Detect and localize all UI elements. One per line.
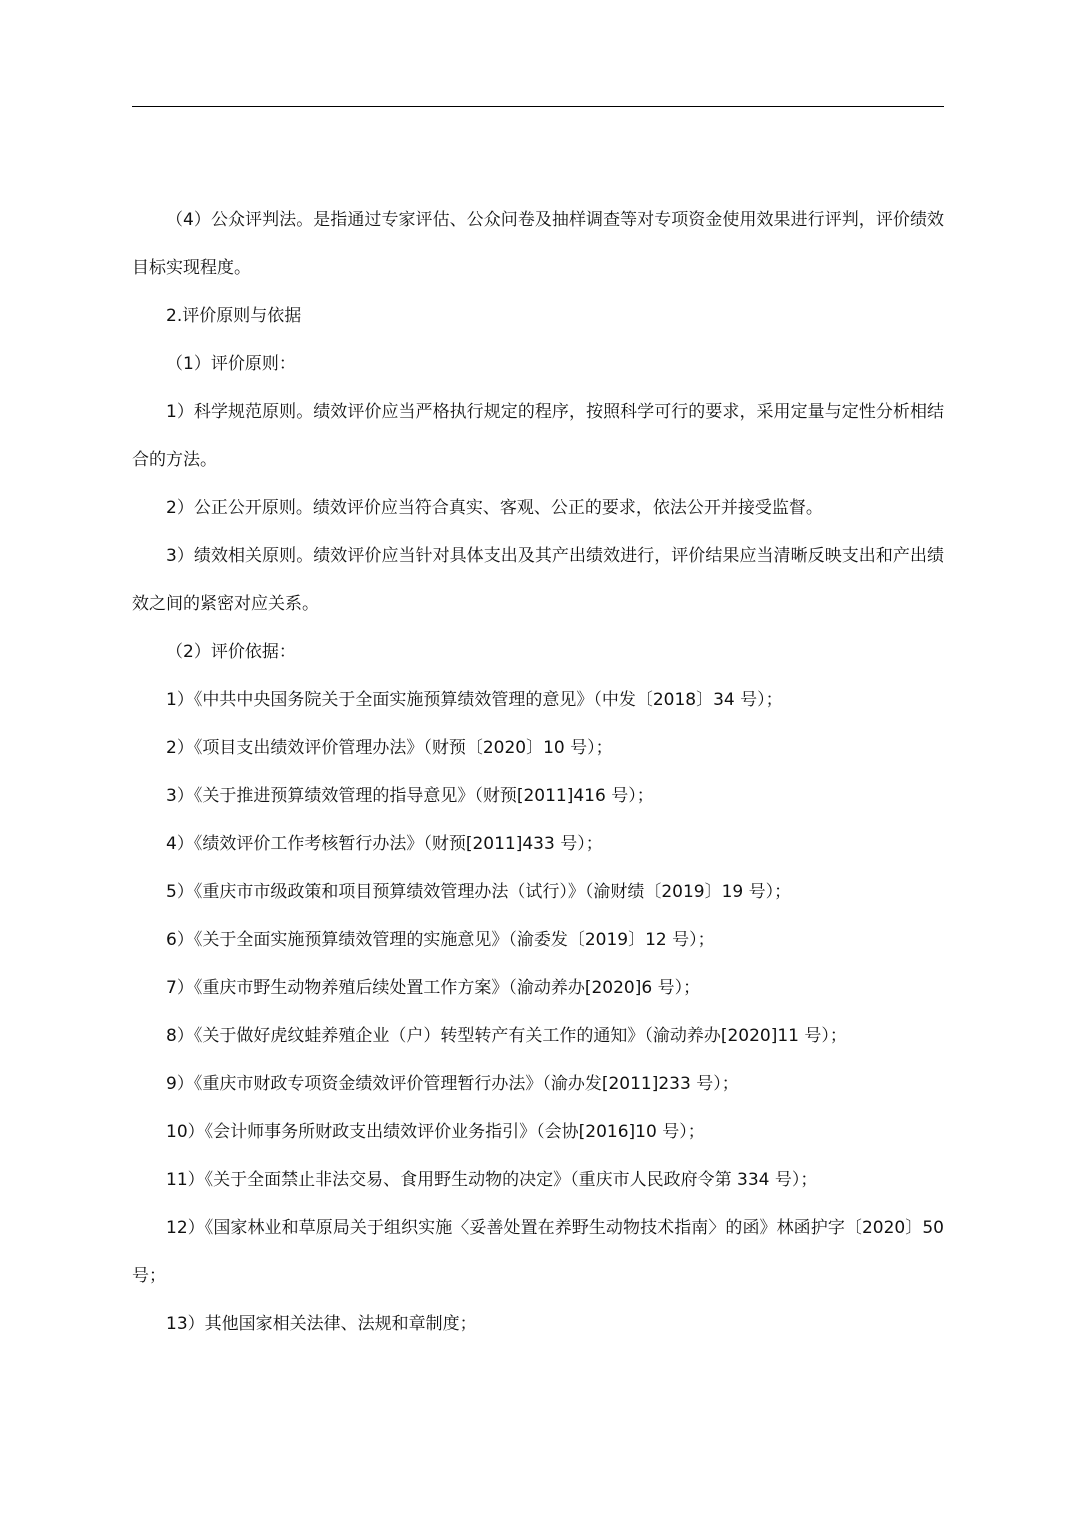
paragraph-public-evaluation-method: （4）公众评判法。是指通过专家评估、公众问卷及抽样调查等对专项资金使用效果进行评判，评价绩效目标实现程度。 [132, 210, 944, 278]
basis-item-13: 13）其他国家相关法律、法规和章制度； [166, 1314, 477, 1334]
basis-item-8: 8）《关于做好虎纹蛙养殖企业（户）转型转产有关工作的通知》（渝动养办[2020]11 号）； [166, 1026, 847, 1046]
basis-item-7: 7）《重庆市野生动物养殖后续处置工作方案》（渝动养办[2020]6 号）； [166, 978, 701, 998]
basis-item-12: 12）《国家林业和草原局关于组织实施〈妥善处置在养野生动物技术指南〉的函》林函护字〔2020〕50 号； [132, 1218, 944, 1286]
section-heading-evaluation-principles-basis: 2.评价原则与依据 [166, 306, 302, 326]
basis-item-2: 2）《项目支出绩效评价管理办法》（财预〔2020〕10 号）； [166, 738, 613, 758]
basis-item-11: 11）《关于全面禁止非法交易、食用野生动物的决定》（重庆市人民政府令第 334 号）； [166, 1170, 818, 1190]
header-rule [132, 106, 944, 107]
principle-item-3: 3）绩效相关原则。绩效评价应当针对具体支出及其产出绩效进行，评价结果应当清晰反映支出和产出绩效之间的紧密对应关系。 [132, 546, 944, 614]
subheading-evaluation-basis: （2）评价依据： [166, 642, 296, 662]
basis-item-3: 3）《关于推进预算绩效管理的指导意见》（财预[2011]416 号）； [166, 786, 654, 806]
principle-item-2: 2）公正公开原则。绩效评价应当符合真实、客观、公正的要求，依法公开并接受监督。 [166, 498, 823, 518]
subheading-evaluation-principles: （1）评价原则： [166, 354, 296, 374]
basis-item-6: 6）《关于全面实施预算绩效管理的实施意见》（渝委发〔2019〕12 号）； [166, 930, 715, 950]
basis-item-4: 4）《绩效评价工作考核暂行办法》（财预[2011]433 号）； [166, 834, 603, 854]
principle-item-1: 1）科学规范原则。绩效评价应当严格执行规定的程序，按照科学可行的要求，采用定量与定性分析相结合的方法。 [132, 402, 944, 470]
document-body [132, 196, 944, 1348]
basis-item-5: 5）《重庆市市级政策和项目预算绩效管理办法（试行）》（渝财绩〔2019〕19 号）； [166, 882, 792, 902]
basis-item-1: 1）《中共中央国务院关于全面实施预算绩效管理的意见》（中发〔2018〕34 号）； [166, 690, 783, 710]
basis-item-9: 9）《重庆市财政专项资金绩效评价管理暂行办法》（渝办发[2011]233 号）； [166, 1074, 739, 1094]
basis-item-10: 10）《会计师事务所财政支出绩效评价业务指引》（会协[2016]10 号）； [166, 1122, 705, 1142]
